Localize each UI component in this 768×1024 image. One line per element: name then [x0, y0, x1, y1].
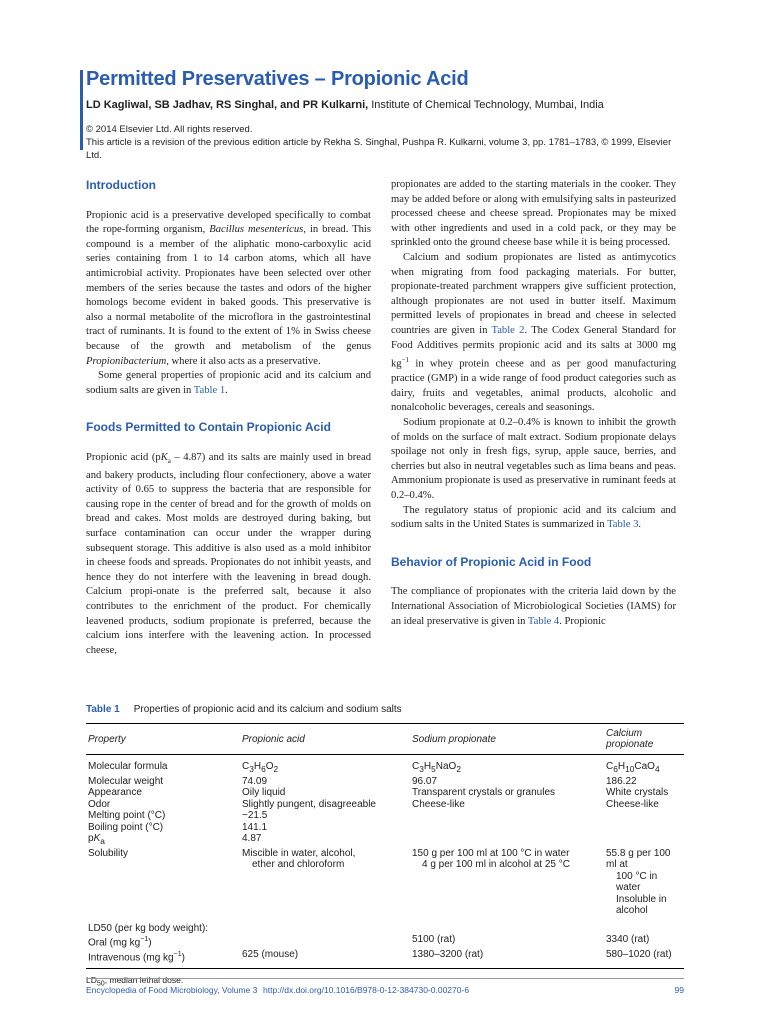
table-footnote: $LD_{50}$, median lethal dose. [86, 974, 184, 988]
paragraph: Calcium and sodium propionates are listed as antimycotics when migrating from food packaging materials. For butter, propionate-treated parchment wrappers give sufficient protection, although propionates are not used in butter itself. Maximum permitted levels of propionates in bread and cheese in selected countries are given in Table 2. The Codex General Standard for Food Additives permits propionic acid and its salts at 3000 mg $kg^{-1}$ in whey protein cheese and as per good manufacturing practice (GMP) in a wide range of food product categories such as dairy, fruits and vegetables, animal products, alcoholic and nonalcoholic beverages, cereals and seasonings. [391, 251, 676, 414]
section-heading-introduction: Introduction [86, 178, 156, 192]
table-3-link[interactable]: Table 3 [607, 519, 639, 531]
table-row: Intravenous (mg $kg^{-1}$) 625 (mouse) 1380–3200 (rat) 580–1020 (rat) [86, 949, 684, 968]
table-row: Oral (mg $kg^{-1}$) 5100 (rat) 3340 (rat) [88, 934, 650, 949]
table-1 [86, 704, 684, 987]
column-header: Sodium propionate [410, 724, 604, 755]
table-header-row [86, 724, 684, 755]
table-row: $pK_a$ 4.87 [88, 833, 262, 846]
paragraph: Propionic acid $(pK_a - 4.87)$ and its salts are mainly used in bread and bakery products, including flour confectionery, above a water activity of 0.65 to suppress the bacteria that are responsible for causing rope in the center of bread and for the growth of molds on bread and cakes. Most molds are destroyed during baking, but surface contamination can occur under the wrapper during subsequent storage. This additive is also used as a mold inhibitor in cheese foods and spreads. Propionates do not inhibit yeasts, and hence they do not interfere with the leavening in bread dough. Calcium propi-onate is the preferred salt, because it also contributes to the enrichment of the product. For chemically leavened products, sodium propionate is preferred, because the calcium ions interfere with the leavening action. In processed cheese, [86, 451, 371, 656]
table-1-link[interactable]: Table 1 [193, 384, 226, 396]
header-accent-bar [80, 70, 83, 150]
copyright-notice: © 2014 Elsevier Ltd. All rights reserved. [86, 124, 253, 135]
section-heading-foods-permitted: Foods Permitted to Contain Propionic Acid [86, 420, 331, 435]
properties-table [86, 723, 684, 969]
paragraph: Some general properties of propionic acid and its calcium and sodium salts are given in Table 1. [86, 370, 371, 396]
revision-notice: This article is a revision of the previous edition article by Rekha S. Singhal, Pushpa R. Kulkarni, volume 3, pp. 1781–1783, © 1999, Elsevier Ltd. [86, 137, 672, 161]
table-row: Molecular formula $C_3H_6O_2$ $C_3H_5NaO_2$ $C_6H_{10}CaO_4$ [88, 761, 660, 774]
table-4-link[interactable]: Table 4 [527, 615, 560, 627]
table-row: Odor Slightly pungent, disagreeable Cheese-like Cheese-like [88, 798, 659, 810]
left-column [86, 178, 371, 658]
authors: LD Kagliwal, SB Jadhav, RS Singhal, and PR Kulkarni, [86, 99, 369, 111]
table-caption: Table 1 Properties of propionic acid and its calcium and sodium salts [86, 704, 402, 715]
paragraph: propionates are added to the starting materials in the cooker. They may be added before or along with emulsifying salts in pasteurized processed cheese and cheese spread. Propionates may be mixed with other ingredients and used in a cold pack, or they may be sprinkled onto the ground cheese base while it is being processed. [391, 179, 676, 249]
table-row: Molecular weight 74.09 96.07 186.22 [88, 775, 637, 787]
author-line [86, 99, 686, 111]
column-header: Property [86, 724, 240, 755]
doi-link[interactable]: http://dx.doi.org/10.1016/B978-0-12-384730-0.00270-6 [263, 985, 470, 995]
paragraph: Propionic acid is a preservative developed specifically to combat the rope-forming organism, Bacillus mesentericus, in bread. This compound is a member of the aliphatic mono-carboxylic acid series containing from 1 to 14 carbon atoms, which all have antimicrobial activity. Propionates have been selected over other members of the series because the tastes and odors of the higher homologs become evident in baked goods. This preservative is also a normal metabolite of the microflora in the gastrointestinal tract of ruminants. It is found to the extent of 1% in Swiss cheese because of the growth and metabolism of the genus Propionibacterium, where it also acts as a preservative. [86, 209, 371, 367]
page-footer [86, 978, 684, 995]
table-row: LD50 (per kg body weight): [88, 922, 209, 934]
table-row: Solubility Miscible in water, alcohol, ether and chloroform 150 g per 100 ml at 100 °C in water 4 g per 100 ml in alcohol at 25 °C 55.8 g per 100 ml at 100 °C in water Insoluble in alcohol [88, 847, 671, 916]
paragraph: The regulatory status of propionic acid and its calcium and sodium salts in the United States is summarized in Table 3. [391, 504, 676, 531]
column-header: Calcium propionate [604, 724, 684, 755]
journal-name: Encyclopedia of Food Microbiology, Volume 3 [86, 985, 258, 995]
table-row: Appearance Oily liquid Transparent crystals or granules White crystals [88, 787, 669, 798]
table-row: Boiling point (°C) 141.1 [88, 821, 268, 833]
table-label: Table 1 [86, 704, 120, 715]
article-title: Permitted Preservatives – Propionic Acid [86, 68, 469, 90]
affiliation: Institute of Chemical Technology, Mumbai, India [368, 99, 604, 111]
section-heading-behavior: Behavior of Propionic Acid in Food [391, 554, 592, 569]
page-number: 99 [674, 985, 684, 995]
column-header: Propionic acid [240, 724, 410, 755]
table-2-link[interactable]: Table 2 [491, 324, 525, 336]
paragraph: Sodium propionate at 0.2–0.4% is known to inhibit the growth of molds on the surface of malt extract. Sodium propionate delays spoilage not only in fresh figs, syrup, apple sauce, berries, and cherries but also in neutral vegetables such as lima beans and peas. Ammonium propionate is used as preservative in ruminant feeds at 0.2–0.4%. [391, 417, 676, 501]
table-row: Melting point (°C) −21.5 [88, 810, 268, 821]
right-column [391, 178, 676, 629]
paragraph: The compliance of propionates with the criteria laid down by the International Association of Microbiological Societies (IAMS) for an ideal preservative is given in Table 4. Propionic [391, 586, 676, 627]
article-header [86, 68, 686, 162]
